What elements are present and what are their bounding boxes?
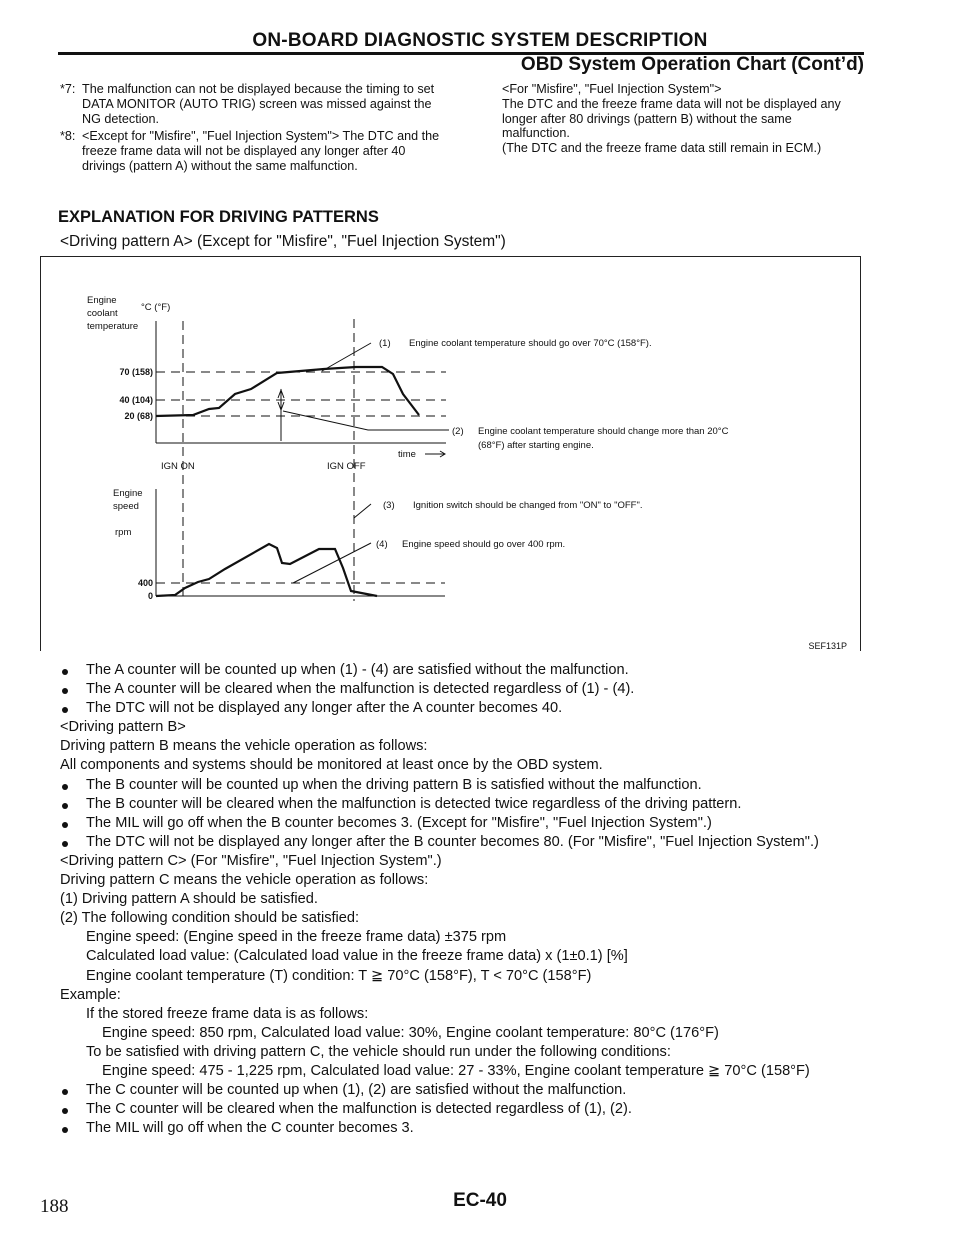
list-item: (1) Driving pattern A should be satisfied. — [60, 891, 318, 908]
bullet-item: The MIL will go off when the B counter becomes 3. (Except for "Misfire", "Fuel Injection System".) — [60, 814, 880, 833]
annotation-text: Ignition switch should be changed from "ON" to "OFF". — [413, 500, 643, 511]
temperature-curve — [156, 367, 419, 416]
engine-speed-curve — [156, 544, 377, 596]
paragraph: To be satisfied with driving pattern C, the vehicle should run under the following conditions: — [86, 1043, 671, 1060]
page-subtitle: OBD System Operation Chart (Cont’d) — [520, 54, 864, 75]
speed-axis-label: Engine — [113, 488, 143, 499]
figure-code: SEF131P — [808, 641, 847, 651]
tick-label: 40 (104) — [119, 395, 153, 405]
annotation-text: Engine coolant temperature should go over 70°C (158°F). — [409, 338, 652, 349]
annotation-number: (2) — [452, 426, 464, 437]
subheading: <Driving pattern B> — [60, 719, 186, 736]
notes-right — [502, 82, 862, 156]
bullet-item: The B counter will be cleared when the malfunction is detected twice regardless of the driving pattern. — [60, 795, 880, 814]
ign-on-label: IGN ON — [161, 461, 195, 472]
speed-unit: rpm — [115, 527, 132, 538]
note-text: (The DTC and the freeze frame data still remain in ECM.) — [502, 141, 822, 156]
leader-2 — [283, 411, 449, 430]
page-title: ON-BOARD DIAGNOSTIC SYSTEM DESCRIPTION — [252, 30, 708, 51]
paragraph: All components and systems should be monitored at least once by the OBD system. — [60, 757, 603, 774]
note-7 — [60, 82, 440, 126]
bullet-item: The C counter will be counted up when (1), (2) are satisfied without the malfunction. — [60, 1081, 880, 1100]
tick-label: 0 — [147, 591, 153, 601]
subheading: <Driving pattern C> (For "Misfire", "Fuel Injection System".) — [60, 852, 442, 869]
note-text: The DTC and the freeze frame data will not be displayed any longer after 80 drivings (pattern B) without the same malfunction. — [502, 96, 841, 141]
list-item: (2) The following condition should be satisfied: — [60, 910, 360, 927]
paragraph: Engine speed: 475 - 1,225 rpm, Calculated load value: 27 - 33%, Engine coolant temperature ≧ 70°C (158°F) — [102, 1062, 810, 1079]
annotation-number: (4) — [376, 539, 388, 550]
note-8 — [60, 129, 440, 173]
bullet-item: The A counter will be counted up when (1) - (4) are satisfied without the malfunction. — [60, 661, 880, 680]
pattern-a-heading: <Driving pattern A> (Except for "Misfire", "Fuel Injection System") — [60, 233, 506, 250]
condition: Calculated load value: (Calculated load value in the freeze frame data) x (1±0.1) [%] — [86, 948, 628, 965]
note-number: *8: — [60, 129, 76, 144]
temp-axis-label: temperature — [87, 321, 139, 332]
note-text: The malfunction can not be displayed because the timing to set DATA MONITOR (AUTO TRIG) screen was missed against the NG detection. — [82, 82, 435, 126]
time-label: time — [398, 449, 416, 460]
paragraph: If the stored freeze frame data is as follows: — [86, 1005, 369, 1022]
speed-axis-label: speed — [113, 501, 139, 512]
page-number: 188 — [40, 1196, 69, 1217]
note-number: *7: — [60, 82, 76, 96]
condition: Engine speed: (Engine speed in the freeze frame data) ±375 rpm — [86, 929, 507, 946]
annotation-text: Engine speed should go over 400 rpm. — [402, 539, 566, 550]
paragraph: Driving pattern C means the vehicle operation as follows: — [60, 872, 429, 889]
annotation-text: Engine coolant temperature should change more than 20°C — [478, 426, 729, 437]
paragraph: Driving pattern B means the vehicle operation as follows: — [60, 738, 428, 755]
temp-unit: °C (°F) — [141, 302, 171, 313]
temp-axis-label: coolant — [87, 308, 118, 319]
paragraph: Example: — [60, 986, 121, 1003]
time-arrow-icon — [425, 451, 445, 457]
tick-label: 70 (158) — [119, 367, 153, 377]
diagram-svg — [41, 271, 861, 651]
section-heading: EXPLANATION FOR DRIVING PATTERNS — [58, 208, 379, 226]
paragraph: Engine speed: 850 rpm, Calculated load value: 30%, Engine coolant temperature: 80°C (176°F) — [102, 1024, 719, 1041]
note-heading: <For "Misfire", "Fuel Injection System"> — [502, 82, 722, 96]
annotation-number: (1) — [379, 338, 391, 349]
body-text — [60, 661, 880, 1138]
annotation-text: (68°F) after starting engine. — [478, 440, 594, 451]
bullet-item: The DTC will not be displayed any longer after the A counter becomes 40. — [60, 699, 880, 718]
annotation-number: (3) — [383, 500, 395, 511]
tick-label: 20 (68) — [124, 411, 153, 421]
driving-pattern-diagram — [40, 256, 861, 651]
note-text: <Except for "Misfire", "Fuel Injection System"> The DTC and the freeze frame data will not be displayed any longer after 40 drivings (pattern A) without the same malfunction. — [82, 129, 440, 173]
bullet-item: The MIL will go off when the C counter becomes 3. — [60, 1119, 880, 1138]
ign-off-label: IGN OFF — [327, 461, 366, 472]
tick-label: 400 — [137, 578, 153, 588]
condition: Engine coolant temperature (T) condition: T ≧ 70°C (158°F), T < 70°C (158°F) — [86, 967, 592, 984]
bullet-item: The C counter will be cleared when the malfunction is detected regardless of (1), (2). — [60, 1100, 880, 1119]
page-code: EC-40 — [453, 1190, 507, 1211]
bullet-item: The A counter will be cleared when the malfunction is detected regardless of (1) - (4). — [60, 680, 880, 699]
bullet-item: The B counter will be counted up when the driving pattern B is satisfied without the malfunction. — [60, 776, 880, 795]
bullet-item: The DTC will not be displayed any longer after the B counter becomes 80. (For "Misfire", "Fuel Injection System".) — [60, 833, 880, 852]
temp-axis-label: Engine — [87, 295, 117, 306]
leader-3 — [354, 504, 371, 518]
notes-left — [60, 82, 440, 174]
